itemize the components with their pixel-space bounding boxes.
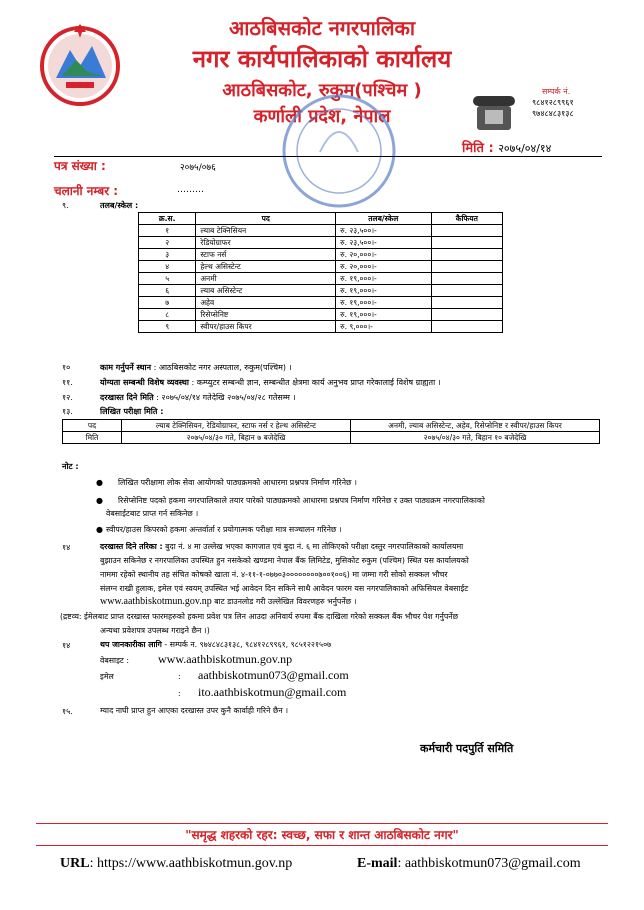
website-value[interactable]: www.aathbiskotmun.gov.np (158, 652, 293, 666)
table-row (139, 261, 503, 273)
patra-label: पत्र संख्या : (54, 159, 106, 173)
note-item: वेबसाईटबाट प्राप्त गर्न सकिनेछ । (106, 509, 199, 518)
office-address: आठबिसकोट, रुकुम(पश्चिम ) (222, 80, 422, 101)
table-cell (431, 297, 502, 309)
section-14-label: दरखास्त दिने तरिका : (100, 542, 163, 551)
section-13-number: १३. (62, 407, 73, 416)
table-cell: १ (139, 225, 196, 237)
province-name: कर्णाली प्रदेश, नेपाल (253, 106, 391, 127)
email-label: इमेल (100, 672, 114, 681)
table-cell: ९ (139, 321, 196, 333)
table-cell: ७ (139, 297, 196, 309)
table-cell: २ (139, 237, 196, 249)
date-label: मिति : (462, 141, 494, 156)
date-value: २०७५/०४/१४ (498, 142, 552, 155)
drastabya-note: (द्रष्टव्य: ईमेलबाट प्राप्त दरखास्त फारमहरुको हकमा प्रवेश पत्र लिन आउदा अनिवार्य रुपमा बैंक दाखिला गरेको सक्कल बैंक भौचर पेश गर्नुपर्नेछ (60, 612, 459, 621)
table-cell: अनमी (196, 273, 336, 285)
website-label: वेबसाइट : (100, 656, 129, 665)
table-row (63, 432, 600, 444)
note-item: स्वीपर/हाउस किपरको हकमा अन्तर्वार्ता र प्रयोगात्मक परीक्षा मात्र सञ्चालन गरिनेछ । (106, 525, 342, 534)
table-cell: रु. २०,०००।- (336, 261, 432, 273)
table-row (139, 237, 503, 249)
table-cell: रु. ९,०००।- (336, 321, 432, 333)
footer-divider-bottom (36, 845, 608, 846)
table-cell: हेल्थ असिस्टेन्ट (196, 261, 336, 273)
municipality-name: आठबिसकोट नगरपालिका (228, 16, 416, 40)
url-label: URL (60, 856, 90, 871)
header-divider (54, 156, 602, 157)
table-cell: रेडियोग्राफर (196, 237, 336, 249)
table-row (63, 420, 600, 432)
table-cell (431, 225, 502, 237)
section-14-line: नाममा रहेको स्थानीय तह संचित कोषको खाता नं. ४-११-१-०७७०३००००००००७००१००६) मा जम्मा गरी सोको सक्कल भौचर (100, 570, 448, 579)
drastabya-note-2: अन्यथा प्रवेशपत्र उपलब्ध गराइने छैन ।) (100, 626, 210, 635)
table-header-row (139, 213, 503, 225)
table-header: कैफियत (431, 213, 502, 225)
note-label: नोट : (62, 462, 79, 471)
table-row (139, 321, 503, 333)
section-15 (100, 639, 331, 651)
contact-phone-2: ९७४८४८३१३८ (532, 109, 574, 118)
section-16-number: १५. (62, 707, 73, 716)
telephone-icon (471, 92, 517, 134)
email-colon: : (178, 672, 181, 681)
table-cell (431, 273, 502, 285)
table-cell: २०७५/०४/३० गते, बिहान ७ बजेदेखि (122, 432, 351, 444)
contact-label: सम्पर्क नं. (542, 87, 571, 96)
posts-table (138, 212, 503, 333)
table-row (139, 273, 503, 285)
section-12-number: १२. (62, 393, 73, 402)
section-12-text: : २०७५/०४/१४ गतेदेखि २०७५/०४/२८ गतेसम्म । (153, 393, 296, 402)
section-15-number: १४ (62, 641, 71, 650)
table-cell: २०७५/०४/३० गते, बिहान १० बजेदेखि (351, 432, 600, 444)
section-9-number: ९. (62, 201, 69, 210)
table-cell: ५ (139, 273, 196, 285)
table-cell: रु. १९,०००।- (336, 285, 432, 297)
section-10 (100, 362, 292, 373)
table-cell: ल्याब असिस्टेन्ट (196, 285, 336, 297)
bullet-icon: ● (96, 525, 103, 534)
table-row (139, 249, 503, 261)
table-cell: रु. १९,०००।- (336, 273, 432, 285)
note-item: लिखित परीक्षामा लोक सेवा आयोगको पाठ्यक्रमको आधारमा प्रश्नपत्र निर्माण गरिनेछ । (118, 478, 357, 487)
footer-url (60, 856, 292, 872)
table-cell: रिसेप्सेनिष्ट (196, 309, 336, 321)
office-name: नगर कार्यपालिकाको कार्यालय (192, 45, 452, 73)
section-11-number: ११. (62, 378, 73, 387)
section-12-label: दरखास्त दिने मिति (100, 393, 154, 402)
table-header: पद (196, 213, 336, 225)
website-link[interactable]: www.aathbiskotmun.gov.np (100, 596, 212, 607)
signature-committee: कर्मचारी पदपुर्ति समिति (420, 742, 514, 755)
table-cell: मिति (63, 432, 122, 444)
section-14-tail: बाट डाउनलोड गरी उल्लेखित विवरणहरु भर्नुपर्नेछ । (211, 597, 357, 606)
section-14-number: १४ (62, 543, 71, 552)
table-cell (431, 309, 502, 321)
table-cell: रु. २०,०००।- (336, 249, 432, 261)
table-cell: रु. २३,५००।- (336, 225, 432, 237)
patra-value: २०७५/०७६ (180, 163, 216, 173)
section-10-text: : आठबिसकोट नगर अस्पताल, रुकुम(पश्चिम) । (151, 363, 292, 372)
exam-table (62, 419, 600, 444)
email-value-2[interactable]: ito.aathbiskotmun@gmail.com (198, 685, 347, 699)
section-14 (100, 541, 610, 553)
table-cell: ल्याब टेक्निसियन (196, 225, 336, 237)
table-cell (431, 237, 502, 249)
email-colon: : (178, 689, 181, 698)
section-11-label: योग्यता सम्बन्धी विशेष व्यवस्था (100, 378, 189, 387)
table-row (139, 285, 503, 297)
table-cell: ४ (139, 261, 196, 273)
table-row (139, 297, 503, 309)
note-item: रिसेप्सेनिष्ट पदको हकमा नगरपालिकाले तयार पारेको पाठ्यक्रमको आधारमा प्रश्नपत्र निर्माण गरिनेछ र उक्त पाठ्यक्रम नगरपालिकाको (118, 496, 485, 505)
letter-date (462, 138, 551, 156)
section-14-line: बुझाउन सकिनेछ र नगरपालिका उपस्थित हुन नसकेको खण्डमा नेपाल बैंक लिमिटेड, मुसिकोट रुकुम (पश्चिम) स्थित यस कार्यालयको (100, 556, 469, 565)
email-footer-value[interactable]: : aathbiskotmun073@gmail.com (397, 856, 581, 871)
section-11 (100, 377, 441, 388)
footer-divider-top (36, 823, 608, 824)
table-cell: स्टाफ नर्स (196, 249, 336, 261)
section-12 (100, 392, 296, 403)
table-cell (431, 321, 502, 333)
table-cell: रु. १९,०००।- (336, 297, 432, 309)
bullet-icon: ● (96, 496, 103, 505)
bullet-icon: ● (96, 478, 103, 487)
table-cell (431, 285, 502, 297)
section-11-text: : कम्प्युटर सम्बन्धी ज्ञान, सम्बन्धीत क्षेत्रमा कार्य अनुभव प्राप्त गरेकालाई विशेष ग्राह्यता । (188, 378, 441, 387)
table-cell: रु. १९,०००।- (336, 309, 432, 321)
table-cell (431, 261, 502, 273)
section-10-label: काम गर्नुपर्ने स्थान (100, 363, 152, 372)
contact-block (532, 86, 574, 119)
table-header: क्र.स. (139, 213, 196, 225)
section-15-text: - सम्पर्क न. ९७४८४८३१३८, ९८४१२८९९६१, ९८५१२२१५०७ (161, 640, 332, 649)
table-row (139, 309, 503, 321)
table-row (139, 225, 503, 237)
section-16-text: म्याद नाघी प्राप्त हुन आएका दरखास्त उपर कुनै कार्वाही गरिने छैन । (100, 706, 289, 715)
table-header: तलब/स्केल (336, 213, 432, 225)
table-cell: अहेव (196, 297, 336, 309)
section-9-title: तलब/स्केल : (100, 201, 139, 210)
email-value-1[interactable]: aathbiskotmun073@gmail.com (198, 668, 349, 682)
table-cell: ६ (139, 285, 196, 297)
office-stamp-icon (280, 92, 398, 210)
table-cell: ८ (139, 309, 196, 321)
chalani-label: चलानी नम्बर : (54, 184, 119, 198)
contact-phone-1: ९८४१२८९९६१ (532, 98, 574, 107)
table-cell: ३ (139, 249, 196, 261)
email-footer-label: E-mail (357, 856, 398, 871)
chalani-value: ……… (177, 185, 204, 195)
table-cell (431, 249, 502, 261)
footer-slogan: "समृद्ध शहरको रहर: स्वच्छ, सफा र शान्त आठबिसकोट नगर" (185, 828, 459, 842)
section-10-number: १० (62, 363, 71, 372)
table-cell: रु. २३,५००।- (336, 237, 432, 249)
section-14-line: संलग्न राखी हुलाक, इमेल एवं स्वयम् उपस्थित भई आवेदन दिन सकिने साथै आवेदन फारम यस नगरपालिकाको अफिसियल वेबसाईट (100, 584, 469, 593)
section-14-line: बुदा नं. ४ मा उल्लेख भएका कागजात एवं बुदा नं. ६ मा तोकिएको परीक्षा दस्तुर नगरपालिकाको कार्यालयमा (162, 542, 464, 551)
section-15-label: थप जानकारीका लागि (100, 640, 162, 649)
footer-email (357, 856, 581, 872)
url-value[interactable]: : https://www.aathbiskotmun.gov.np (89, 856, 293, 871)
table-cell: स्वीपर/हाउस किपर (196, 321, 336, 333)
section-13-label: लिखित परीक्षा मिति : (100, 407, 164, 416)
table-cell: ल्याब टेक्निसियन, रेडियोग्राफर, स्टाफ नर्स र हेल्थ असिस्टेन्ट (122, 420, 351, 432)
table-cell: अनमी, ल्याब असिस्टेन्ट, अहेव, रिसेप्सेनिष्ट र स्वीपर/हाउस किपर (351, 420, 600, 432)
section-14-website (100, 596, 357, 607)
table-cell: पद (63, 420, 122, 432)
